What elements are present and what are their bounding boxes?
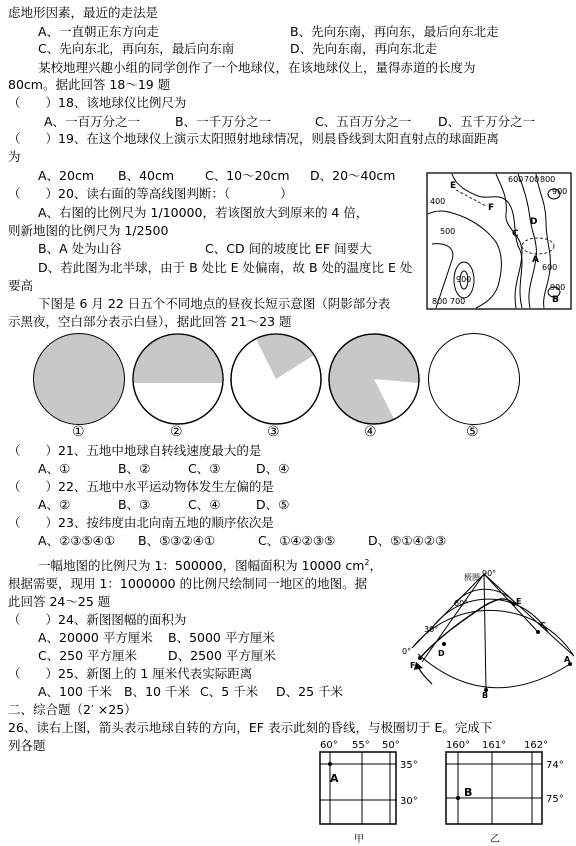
option-q23-d: D、⑤①④②③ <box>368 533 447 548</box>
longitude-label: 50° <box>382 740 400 751</box>
grid-jia <box>310 738 430 844</box>
point-label: A <box>532 255 539 265</box>
text-line: 则新地图的比例尺为 1/2500 <box>8 223 169 238</box>
option-q24-d: D、2500 平方厘米 <box>168 648 276 663</box>
circle-label: ⑤ <box>466 424 479 440</box>
latitude-label: 30° <box>400 796 418 807</box>
latitude-label: 0° <box>402 647 412 656</box>
text-line: 虑地形因素，最近的走法是 <box>8 5 159 20</box>
circle-label: ③ <box>267 424 280 440</box>
option-q19-a: A、20cm <box>38 168 95 183</box>
option-q17-b: B、先向东南，再向东，最后向东北走 <box>290 24 499 39</box>
point-label: B <box>552 295 559 305</box>
point-label: D <box>530 217 538 227</box>
circle-label: ① <box>72 424 85 440</box>
question-24: （ ）24、新图图幅的面积为 <box>8 612 187 627</box>
longitude-label: 160° <box>446 740 471 751</box>
latitude-label: 60° <box>454 599 469 608</box>
point-label: B <box>464 786 473 799</box>
text-line: 示黑夜，空白部分表示白昼），据此回答 21～23 题 <box>8 314 292 329</box>
text-line: 此回答 24～25 题 <box>8 594 111 609</box>
polar-circle-label: 极圈 <box>464 573 480 582</box>
meridian <box>484 574 486 690</box>
question-19: （ ）19、在这个地球仪上演示太阳照射地球情况，则晨昏线到太阳直射点的球面距离 <box>8 131 499 146</box>
option-q19-c: C、10～20cm <box>205 168 290 183</box>
contour-label: 900 <box>550 283 566 292</box>
option-q20-d: D、若此图为北半球，由于 B 处比 E 处偏南，故 B 处的温度比 E 处 <box>38 260 413 275</box>
daynight-circle-3 <box>230 333 322 425</box>
latitude-label: 74° <box>546 760 564 771</box>
meridian-edge <box>412 574 574 656</box>
option-q18-b: B、一千万分之一 <box>175 114 272 129</box>
option-q22-a: A、② <box>38 497 71 512</box>
question-26: 26、读右上图，箭头表示地球自转的方向，EF 表示此刻的昏线，与极圈切于 E。完成下 <box>8 720 493 735</box>
point-label: E <box>450 181 457 191</box>
latitude-label: 30° <box>424 625 439 634</box>
option-q24-a: A、20000 平方厘米 <box>38 630 153 645</box>
text-line: 为 <box>8 149 21 164</box>
longitude-label: 161° <box>482 740 507 751</box>
option-q19-b: B、40cm <box>118 168 175 183</box>
latitude-arc <box>432 599 548 632</box>
text-line: 80cm。据此回答 18～19 题 <box>8 77 171 92</box>
contour-label: 900 <box>456 275 472 284</box>
option-q21-d: D、④ <box>256 461 290 476</box>
point-label: E <box>516 597 522 606</box>
contour-label: 800 <box>432 297 448 306</box>
point-label: A <box>330 772 339 785</box>
option-q22-b: B、③ <box>118 497 151 512</box>
rotation-arrow <box>418 666 432 684</box>
text-line: 要高 <box>8 278 34 293</box>
contour-label: 400 <box>430 197 446 206</box>
option-q25-c: C、5 千米 <box>200 684 259 699</box>
equator-arc <box>418 654 570 688</box>
text-line: 某校地理兴趣小组的同学创作了一个地球仪，在该地球仪上，量得赤道的长度为 <box>38 60 476 75</box>
option-q25-b: B、10 千米 <box>124 684 190 699</box>
point-label: F <box>488 203 495 213</box>
option-q22-d: D、⑤ <box>256 497 290 512</box>
option-q21-c: C、③ <box>188 461 221 476</box>
polar-diagram <box>398 566 574 698</box>
latitude-label: 90° <box>482 569 497 578</box>
option-q22-c: C、④ <box>188 497 221 512</box>
option-q18-c: C、五百万分之一 <box>315 114 412 129</box>
contour-label: 700 <box>450 297 466 306</box>
contour-label: 500 <box>440 227 456 236</box>
longitude-label: 60° <box>320 740 338 751</box>
option-q25-a: A、100 千米 <box>38 684 112 699</box>
option-q23-b: B、⑤③②④① <box>138 533 216 548</box>
option-q19-d: D、20～40cm <box>310 168 396 183</box>
contour-label: 700 <box>524 175 540 184</box>
option-q24-b: B、5000 平方厘米 <box>168 630 275 645</box>
question-21: （ ）21、五地中地球自转线速度最大的是 <box>8 443 262 458</box>
longitude-label: 162° <box>524 740 549 751</box>
grid-caption: 乙 <box>490 834 500 844</box>
point-label: C <box>512 229 519 239</box>
latitude-label: 35° <box>400 760 418 771</box>
option-q20-c: C、CD 间的坡度比 EF 间要大 <box>205 241 372 256</box>
text-line <box>38 555 382 574</box>
option-q25-d: D、25 千米 <box>276 684 344 699</box>
superscript: 2 <box>364 558 370 567</box>
text-line: 列各题 <box>8 738 46 753</box>
question-18: （ ）18、该地球仪比例尺为 <box>8 95 187 110</box>
daynight-circle-4 <box>328 333 420 425</box>
option-q17-d: D、先向东南，再向东北走 <box>290 41 438 56</box>
grid-frame <box>446 752 542 824</box>
option-q18-a: A、一百万分之一 <box>44 114 141 129</box>
contour-label: 600 <box>542 263 558 272</box>
text-segment: 一幅地图的比例尺为 1：500000，图幅面积为 10000 cm <box>38 558 365 574</box>
option-q21-b: B、② <box>118 461 151 476</box>
grid-caption: 甲 <box>354 834 364 844</box>
contour-label: 900 <box>552 187 568 196</box>
contour-label: 800 <box>540 175 556 184</box>
meridian <box>484 574 538 632</box>
circle-label: ④ <box>364 424 377 440</box>
section-heading: 二、综合题（2′ ×25） <box>8 702 137 717</box>
point-label: B <box>482 691 489 698</box>
daynight-circle-5 <box>428 333 520 425</box>
option-q18-d: D、五千万分之一 <box>438 114 536 129</box>
question-20: （ ）20、读右面的等高线图判断：（ ） <box>8 186 293 201</box>
point-label: D <box>438 649 445 658</box>
contour-map <box>426 172 572 310</box>
option-q17-c: C、先向东北，再向东，最后向东南 <box>38 41 235 56</box>
option-q23-a: A、②③⑤④① <box>38 533 116 548</box>
question-23: （ ）23、按纬度由北向南五地的顺序依次是 <box>8 515 274 530</box>
question-25: （ ）25、新图上的 1 厘米代表实际距离 <box>8 666 253 681</box>
point-label: A <box>564 655 571 664</box>
daynight-circle-2 <box>132 333 224 425</box>
grid-yi <box>440 738 574 844</box>
latitude-label: 75° <box>546 794 564 805</box>
option-q17-a: A、一直朝正东方向走 <box>38 24 160 39</box>
option-q20-b: B、A 处为山谷 <box>38 241 122 256</box>
contour-label: 600 <box>508 175 524 184</box>
point-label: C <box>540 621 546 630</box>
point-label: F <box>410 661 416 670</box>
question-22: （ ）22、五地中水平运动物体发生左偏的是 <box>8 479 274 494</box>
longitude-label: 55° <box>352 740 370 751</box>
option-q24-c: C、250 平方厘米 <box>38 648 138 663</box>
option-q20-a: A、右图的比例尺为 1/10000，若该图放大到原来的 4 倍， <box>38 205 369 220</box>
option-q21-a: A、① <box>38 461 71 476</box>
text-line: 下图是 6 月 22 日五个不同地点的昼夜长短示意图（阴影部分表 <box>38 296 391 311</box>
circle-label: ② <box>170 424 183 440</box>
daynight-circle-1 <box>33 333 125 425</box>
meridian <box>422 574 484 662</box>
text-line: 根据需要，现用 1：1000000 的比例尺绘制同一地区的地图。据 <box>8 576 368 591</box>
text-segment: ， <box>369 558 383 574</box>
option-q23-c: C、①④②③⑤ <box>258 533 336 548</box>
